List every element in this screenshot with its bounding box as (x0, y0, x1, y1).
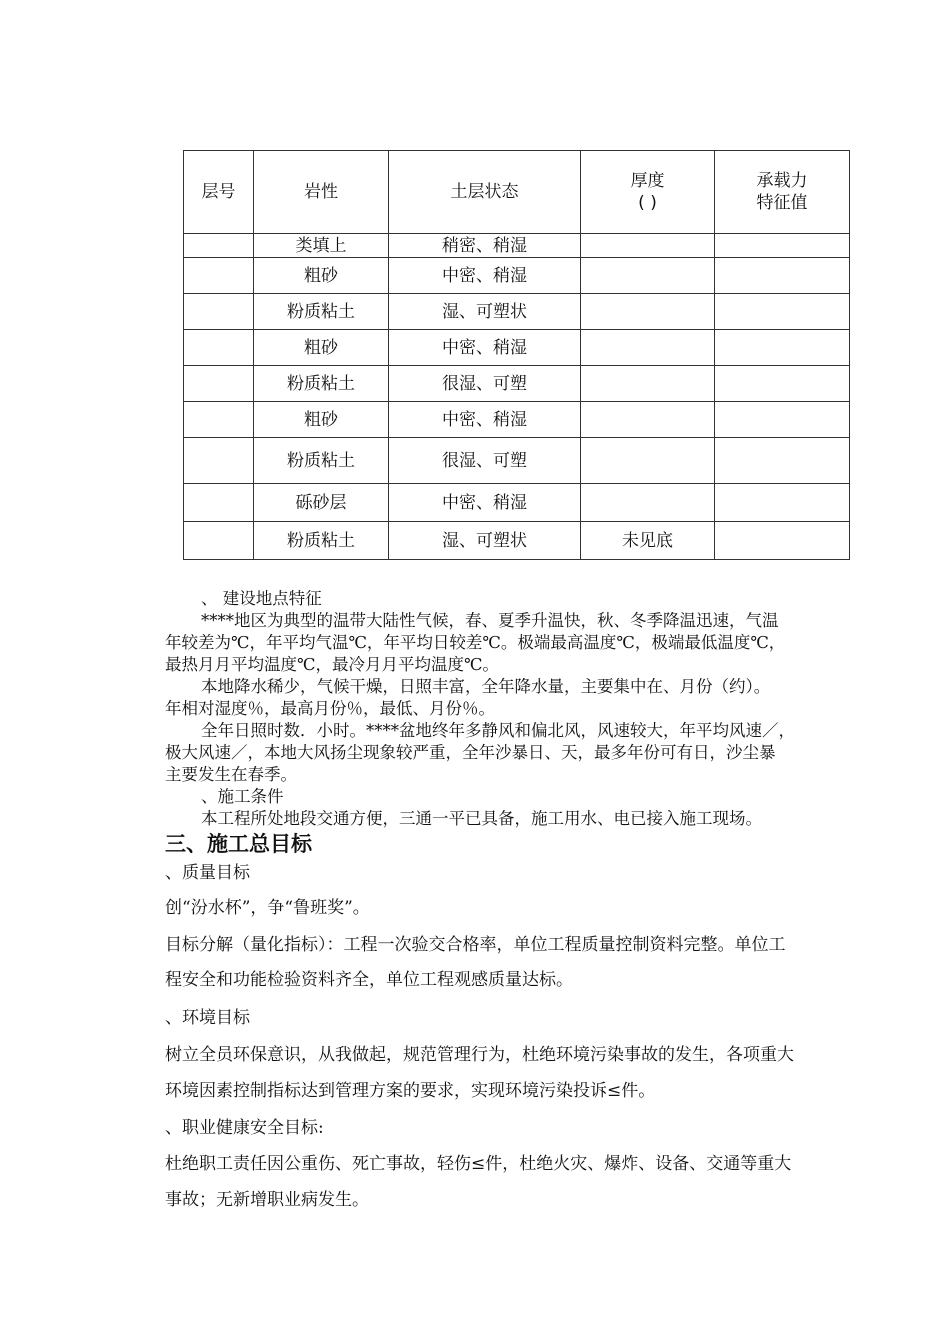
cell-lithology: 类填上 (254, 234, 389, 258)
conditions-text: 本工程所处地段交通方便，三通一平已具备，施工用水、电已接入施工现场。 (201, 809, 762, 828)
site-paragraph-3-line-3: 主要发生在春季。 (165, 765, 297, 784)
site-paragraph-2-line-2: 年相对湿度％，最高月份％，最低、月份％。 (165, 699, 495, 718)
cell-state: 中密、稍湿 (389, 402, 581, 438)
site-paragraph-3-line-2: 极大风速／，本地大风扬尘现象较严重，全年沙暴日、天，最多年份可有日，沙尘暴 (165, 743, 776, 762)
site-paragraph-1-line-1: ****地区为典型的温带大陆性气候，春、夏季升温快，秋、冬季降温迅速，气温 (201, 611, 779, 630)
cell-thickness (581, 234, 715, 258)
conditions-section-title: 、施工条件 (201, 787, 284, 806)
cell-state: 中密、稍湿 (389, 330, 581, 366)
table-row (184, 402, 850, 438)
cell-bearing (715, 294, 850, 330)
cell-bearing (715, 234, 850, 258)
table-header-row (184, 151, 850, 234)
header-soil-state: 土层状态 (389, 151, 581, 234)
site-paragraph-3-line-1: 全年日照时数．小时。****盆地终年多静风和偏北风，风速较大，年平均风速／， (201, 721, 795, 740)
cell-state: 很湿、可塑 (389, 438, 581, 484)
cell-layer (184, 330, 254, 366)
cell-bearing (715, 330, 850, 366)
cell-bearing (715, 522, 850, 560)
cell-layer (184, 402, 254, 438)
table-row (184, 330, 850, 366)
cell-bearing (715, 484, 850, 522)
table-row (184, 294, 850, 330)
quality-decomposition-line-2: 程安全和功能检验资料齐全，单位工程观感质量达标。 (165, 970, 573, 990)
quality-decomposition-line-1: 目标分解（量化指标）：工程一次验交合格率，单位工程质量控制资料完整。单位工 (165, 935, 786, 955)
table-row (184, 438, 850, 484)
cell-lithology: 粗砂 (254, 330, 389, 366)
cell-state: 中密、稍湿 (389, 258, 581, 294)
header-bearing-label-2: 特征值 (756, 193, 808, 213)
cell-layer (184, 484, 254, 522)
cell-bearing (715, 366, 850, 402)
cell-layer (184, 522, 254, 560)
quality-goal-title: 、质量目标 (165, 863, 250, 883)
cell-thickness (581, 258, 715, 294)
table-row (184, 366, 850, 402)
site-paragraph-2-line-1: 本地降水稀少，气候干燥，日照丰富，全年降水量，主要集中在、月份（约）。 (201, 677, 771, 696)
cell-layer (184, 366, 254, 402)
header-thickness-label: 厚度 (630, 171, 665, 191)
ohs-goal-line-1: 杜绝职工责任因公重伤、死亡事故，轻伤≤件，杜绝火灾、爆炸、设备、交通等重大 (165, 1154, 792, 1174)
cell-thickness (581, 366, 715, 402)
site-section-title: 、 建设地点特征 (201, 589, 322, 608)
ohs-goal-title: 、职业健康安全目标: (165, 1118, 324, 1138)
cell-thickness: 未见底 (581, 522, 715, 560)
table-row (184, 234, 850, 258)
environment-goal-line-2: 环境因素控制指标达到管理方案的要求，实现环境污染投诉≤件。 (165, 1081, 656, 1101)
table-row (184, 258, 850, 294)
cell-thickness (581, 438, 715, 484)
table-row (184, 484, 850, 522)
cell-layer (184, 258, 254, 294)
cell-bearing (715, 258, 850, 294)
cell-thickness (581, 294, 715, 330)
cell-lithology: 砾砂层 (254, 484, 389, 522)
cell-lithology: 粉质粘土 (254, 438, 389, 484)
cell-thickness (581, 402, 715, 438)
cell-lithology: 粉质粘土 (254, 366, 389, 402)
site-paragraph-1-line-3: 最热月月平均温度℃，最冷月月平均温度℃。 (165, 655, 499, 674)
header-lithology: 岩性 (254, 151, 389, 234)
header-bearing-capacity (715, 151, 850, 234)
cell-state: 湿、可塑状 (389, 522, 581, 560)
quality-goal-text: 创“汾水杯”，争“鲁班奖”。 (165, 898, 370, 918)
environment-goal-title: 、环境目标 (165, 1008, 250, 1028)
goals-heading: 三、施工总目标 (165, 832, 312, 856)
cell-lithology: 粗砂 (254, 258, 389, 294)
cell-lithology: 粉质粘土 (254, 294, 389, 330)
soil-layer-table (183, 150, 850, 560)
header-bearing-label-1: 承载力 (756, 171, 808, 191)
header-thickness (581, 151, 715, 234)
site-paragraph-1-line-2: 年较差为℃，年平均气温℃，年平均日较差℃。极端最高温度℃，极端最低温度℃， (165, 633, 786, 652)
cell-state: 稍密、稍湿 (389, 234, 581, 258)
cell-bearing (715, 438, 850, 484)
cell-bearing (715, 402, 850, 438)
cell-lithology: 粉质粘土 (254, 522, 389, 560)
cell-thickness (581, 484, 715, 522)
cell-state: 中密、稍湿 (389, 484, 581, 522)
cell-state: 湿、可塑状 (389, 294, 581, 330)
environment-goal-line-1: 树立全员环保意识，从我做起，规范管理行为，杜绝环境污染事故的发生，各项重大 (165, 1045, 794, 1065)
cell-thickness (581, 330, 715, 366)
cell-layer (184, 294, 254, 330)
cell-state: 很湿、可塑 (389, 366, 581, 402)
ohs-goal-line-2: 事故；无新增职业病发生。 (165, 1190, 369, 1210)
header-thickness-unit: ( ) (638, 193, 657, 213)
cell-lithology: 粗砂 (254, 402, 389, 438)
cell-layer (184, 438, 254, 484)
header-layer-number: 层号 (184, 151, 254, 234)
cell-layer (184, 234, 254, 258)
table-row (184, 522, 850, 560)
